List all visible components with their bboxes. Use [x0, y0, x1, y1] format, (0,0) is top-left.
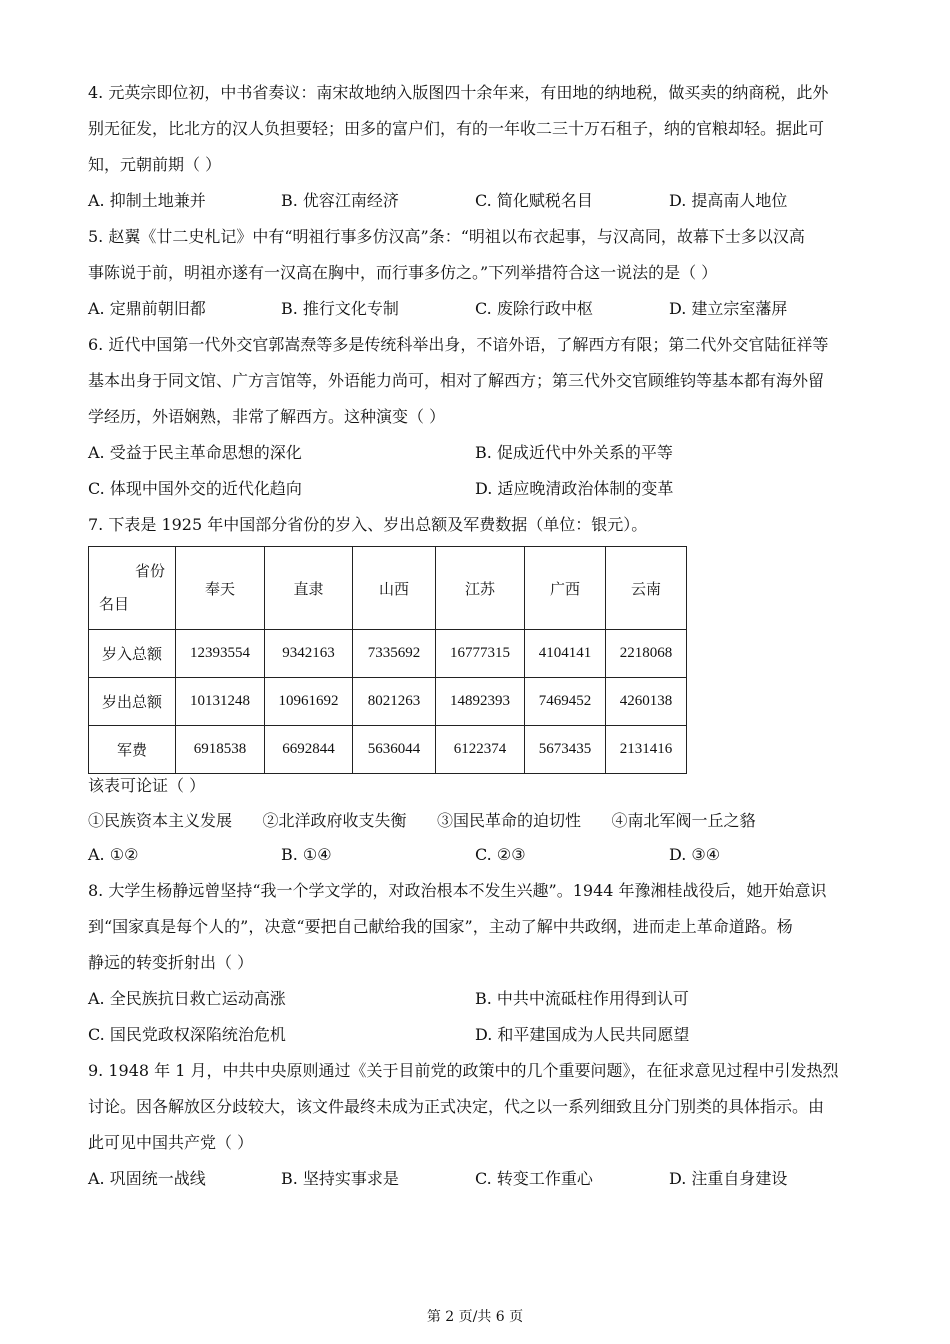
q8-option-a: A. 全民族抗日救亡运动高涨: [88, 989, 286, 1008]
q9-line-2: 讨论。因各解放区分歧较大，该文件最终未成为正式决定，代之以一系列细致且分门别类的具体指示。由: [88, 1097, 825, 1116]
q7-option-b: B. ①④: [281, 845, 332, 864]
q7-statements: ①民族资本主义发展 ②北洋政府收支失衡 ③国民革命的迫切性 ④南北军阀一丘之貉: [88, 811, 756, 830]
table-cell: 10961692: [265, 678, 353, 726]
q5-line-2: 事陈说于前，明祖亦遂有一汉高在胸中，而行事多仿之。”下列举措符合这一说法的是（ ）: [88, 263, 718, 282]
q9-line-1: 9. 1948 年 1 月，中共中央原则通过《关于目前党的政策中的几个重要问题》，在征求意见过程中引发热烈: [88, 1061, 839, 1080]
col-header: 云南: [606, 547, 687, 630]
table-cell: 2131416: [606, 726, 687, 774]
q8-option-d: D. 和平建国成为人民共同愿望: [475, 1025, 690, 1044]
table-cell: 6122374: [436, 726, 525, 774]
q6-line-3: 学经历，外语娴熟，非常了解西方。这种演变（ ）: [88, 407, 446, 426]
q9-option-b: B. 坚持实事求是: [281, 1169, 399, 1188]
q4-line-1: 4. 元英宗即位初，中书省奏议：南宋故地纳入版图四十余年来，有田地的纳地税，做买卖的纳商税，此外: [88, 83, 829, 102]
table-cell: 5673435: [525, 726, 606, 774]
table-cell: 14892393: [436, 678, 525, 726]
table-row: [89, 726, 687, 774]
table-cell: 9342163: [265, 630, 353, 678]
q9-option-d: D. 注重自身建设: [669, 1169, 788, 1188]
col-header: 山西: [353, 547, 436, 630]
q8-option-c: C. 国民党政权深陷统治危机: [88, 1025, 286, 1044]
q4-option-c: C. 简化赋税名目: [475, 191, 593, 210]
table-cell: 7469452: [525, 678, 606, 726]
table-cell: 4104141: [525, 630, 606, 678]
q5-line-1: 5. 赵翼《廿二史札记》中有“明祖行事多仿汉高”条：“明祖以布衣起事，与汉高同，故幕下士多以汉高: [88, 227, 805, 246]
row-label: 岁出总额: [89, 678, 176, 726]
page-footer: 第 2 页/共 6 页: [426, 1309, 524, 1325]
q5-option-c: C. 废除行政中枢: [475, 299, 593, 318]
q8-line-3: 静远的转变折射出（ ）: [88, 953, 254, 972]
table-header-row: [89, 547, 687, 630]
q6-option-c: C. 体现中国外交的近代化趋向: [88, 479, 302, 498]
col-header: 直隶: [265, 547, 353, 630]
q5-option-a: A. 定鼎前朝旧都: [88, 299, 206, 318]
q9-line-3: 此可见中国共产党（ ）: [88, 1133, 254, 1152]
table-cell: 2218068: [606, 630, 687, 678]
table-cell: 16777315: [436, 630, 525, 678]
table-corner-cell: [89, 547, 176, 630]
q8-line-2: 到“国家真是每个人的”，决意“要把自己献给我的国家”，主动了解中共政纲，进而走上革命道路。杨: [88, 917, 793, 936]
table-cell: 10131248: [176, 678, 265, 726]
q4-line-2: 别无征发，比北方的汉人负担要轻；田多的富户们，有的一年收二三十万石租子，纳的官粮却轻。据此可: [88, 119, 825, 138]
col-header: 广西: [525, 547, 606, 630]
q8-line-1: 8. 大学生杨静远曾坚持“我一个学文学的，对政治根本不发生兴趣”。1944 年豫湘桂战役后，她开始意识: [88, 881, 827, 900]
q6-option-a: A. 受益于民主革命思想的深化: [88, 443, 302, 462]
q5-option-d: D. 建立宗室藩屏: [669, 299, 788, 318]
q4-line-3: 知，元朝前期（ ）: [88, 155, 222, 174]
q4-option-b: B. 优容江南经济: [281, 191, 399, 210]
col-header: 奉天: [176, 547, 265, 630]
row-label: 岁入总额: [89, 630, 176, 678]
q8-option-b: B. 中共中流砥柱作用得到认可: [475, 989, 689, 1008]
q7-option-d: D. ③④: [669, 845, 721, 864]
corner-label-item: 名目: [99, 597, 130, 613]
q6-option-b: B. 促成近代中外关系的平等: [475, 443, 673, 462]
q7-after-table: 该表可论证（ ）: [88, 776, 206, 795]
table-cell: 12393554: [176, 630, 265, 678]
q9-option-a: A. 巩固统一战线: [88, 1169, 206, 1188]
table-cell: 8021263: [353, 678, 436, 726]
corner-label-province: 省份: [134, 564, 165, 580]
q7-data-table: [88, 546, 687, 774]
table-row: [89, 630, 687, 678]
row-label: 军费: [89, 726, 176, 774]
q6-line-2: 基本出身于同文馆、广方言馆等，外语能力尚可，相对了解西方；第三代外交官顾维钧等基本都有海外留: [88, 371, 825, 390]
q7-intro: 7. 下表是 1925 年中国部分省份的岁入、岁出总额及军费数据（单位：银元）。: [88, 515, 648, 534]
col-header: 江苏: [436, 547, 525, 630]
table-cell: 5636044: [353, 726, 436, 774]
q4-option-d: D. 提高南人地位: [669, 191, 788, 210]
q4-option-a: A. 抑制土地兼并: [88, 191, 206, 210]
table-cell: 4260138: [606, 678, 687, 726]
q6-option-d: D. 适应晚清政治体制的变革: [475, 479, 674, 498]
q5-option-b: B. 推行文化专制: [281, 299, 399, 318]
table-row: [89, 678, 687, 726]
table-cell: 6918538: [176, 726, 265, 774]
table-cell: 6692844: [265, 726, 353, 774]
q7-option-a: A. ①②: [88, 845, 139, 864]
q9-option-c: C. 转变工作重心: [475, 1169, 593, 1188]
q7-option-c: C. ②③: [475, 845, 526, 864]
table-cell: 7335692: [353, 630, 436, 678]
q6-line-1: 6. 近代中国第一代外交官郭嵩焘等多是传统科举出身，不谙外语，了解西方有限；第二代外交官陆征祥等: [88, 335, 829, 354]
